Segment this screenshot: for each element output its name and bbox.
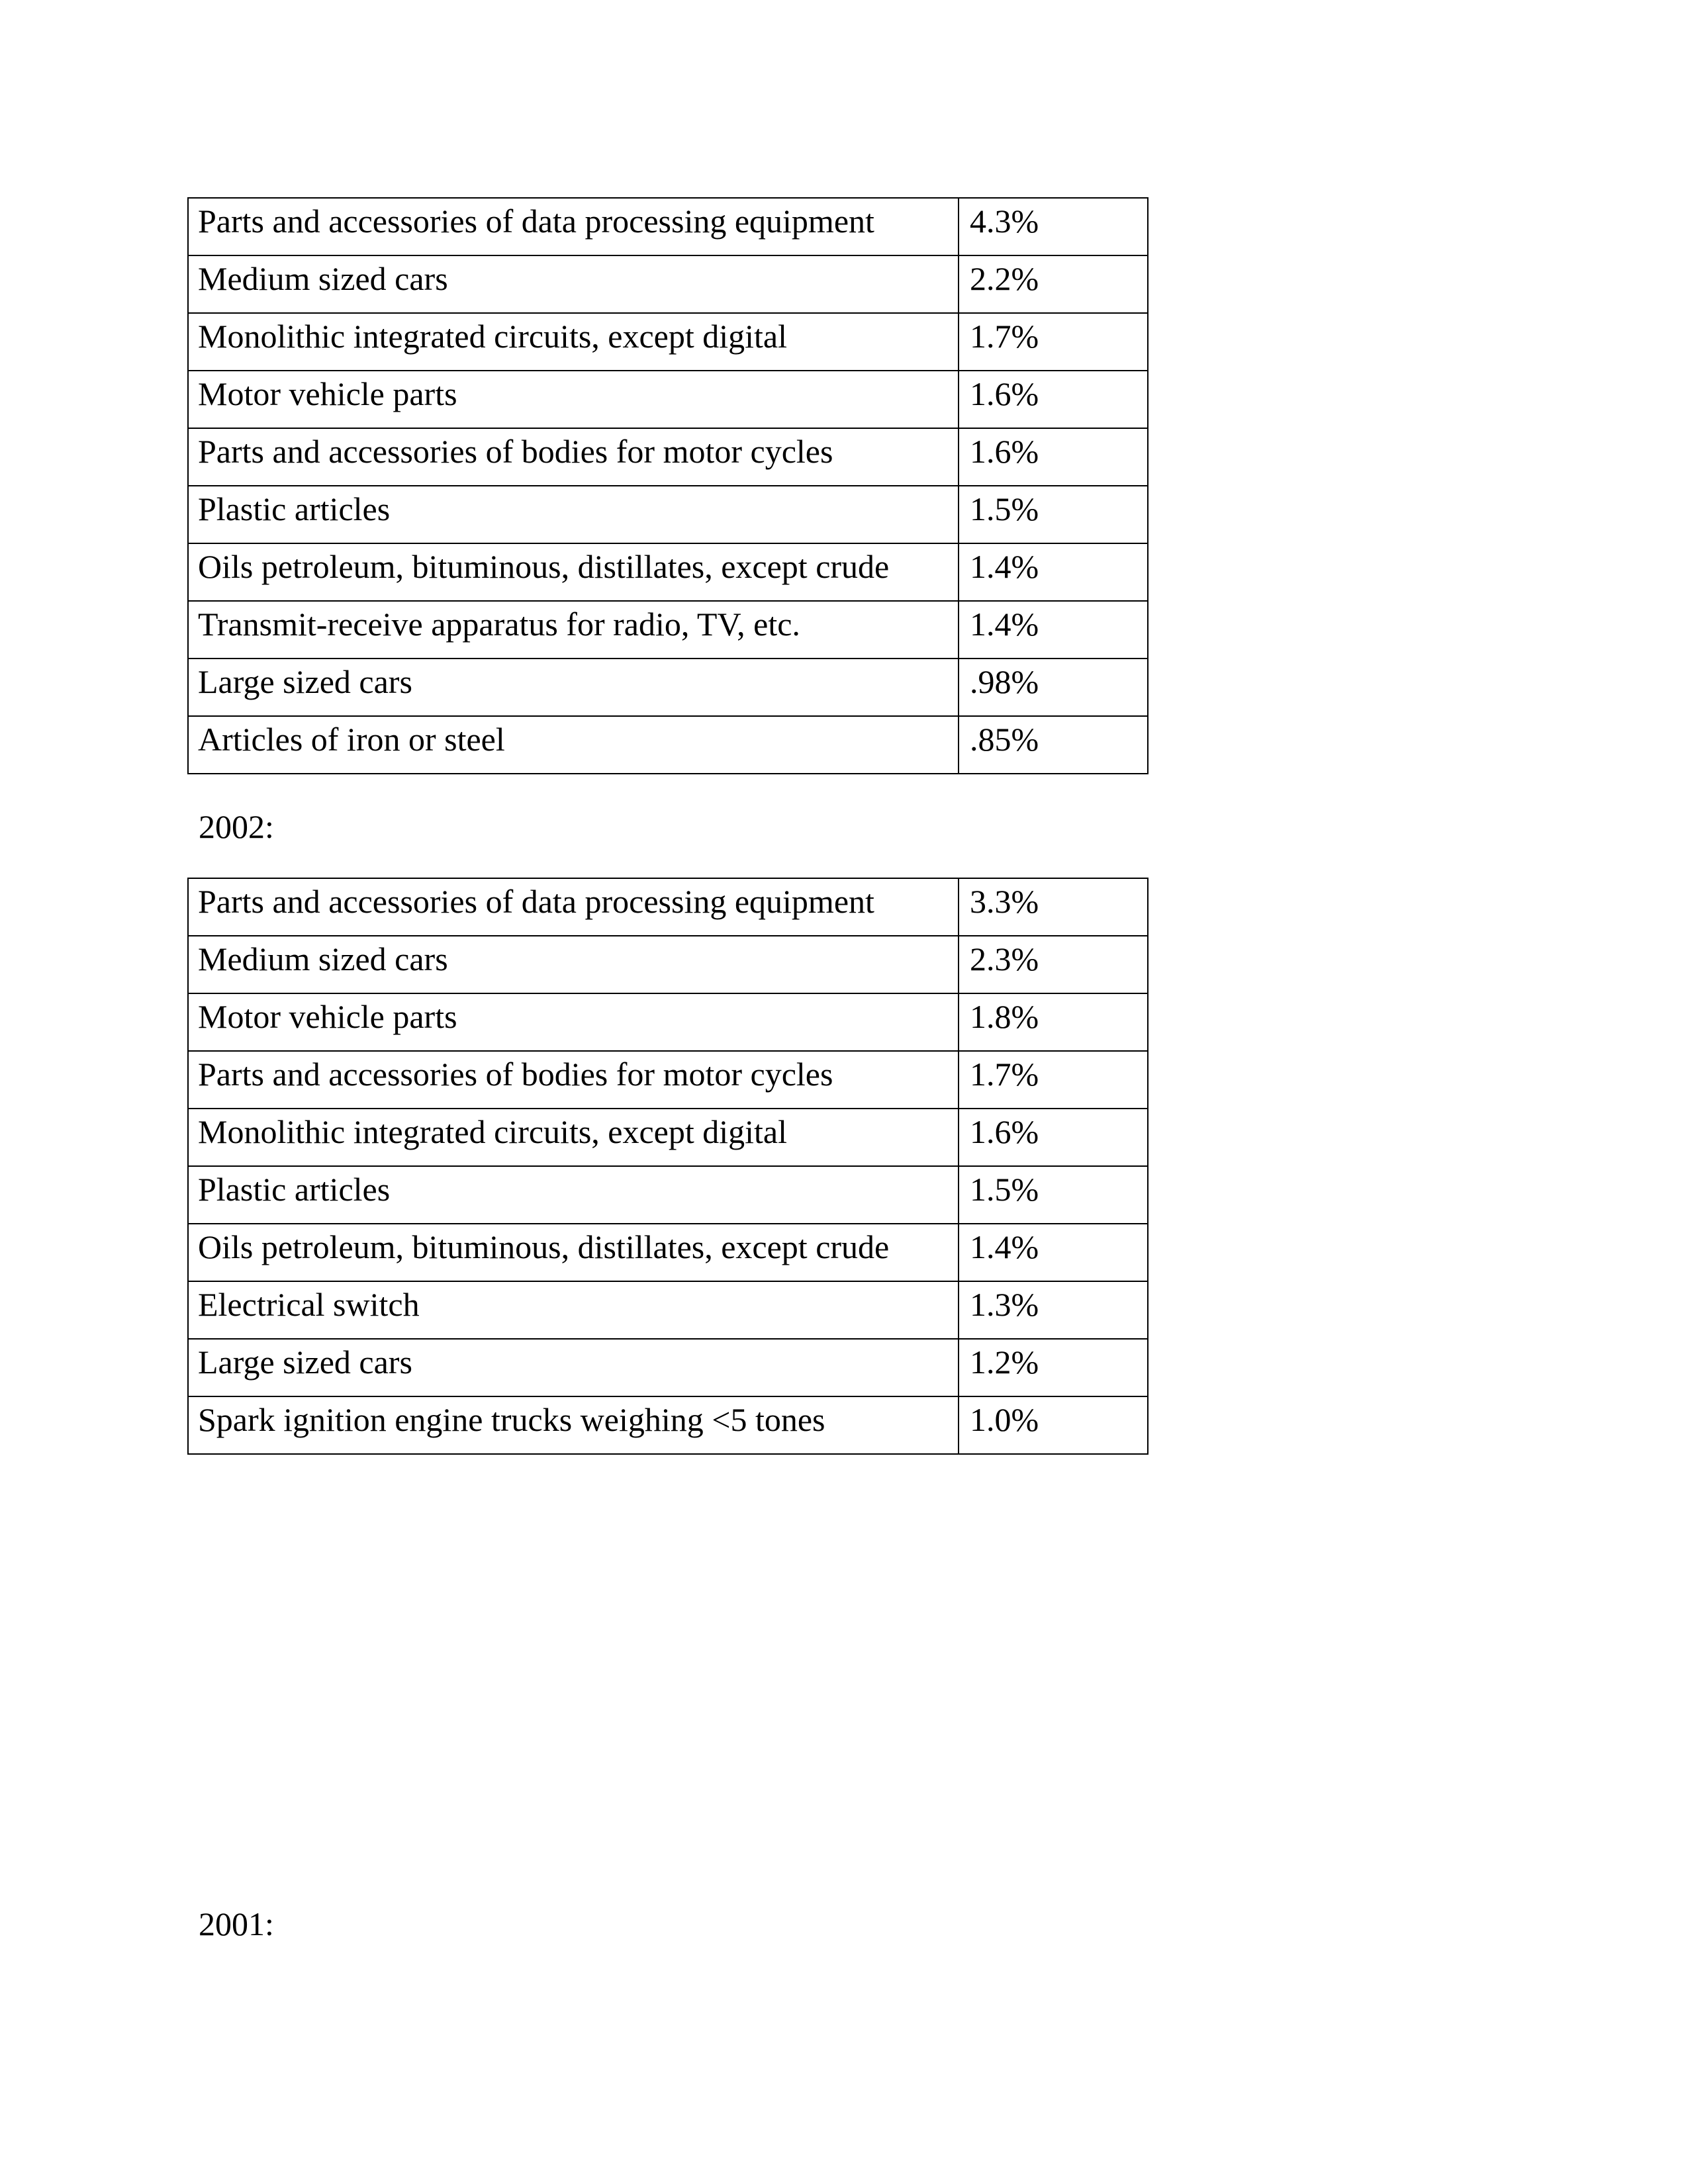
share-cell: 1.6% [959,1109,1148,1166]
table-row [188,255,1148,313]
table-row [188,1339,1148,1396]
share-cell: .85% [959,716,1148,774]
share-cell: .98% [959,659,1148,716]
table-row [188,601,1148,659]
product-cell: Large sized cars [188,1339,959,1396]
share-cell: 1.5% [959,486,1148,543]
share-cell: 1.6% [959,371,1148,428]
product-share-table-1 [187,197,1149,774]
product-cell: Plastic articles [188,1166,959,1224]
product-cell: Parts and accessories of bodies for motor cycles [188,1051,959,1109]
product-cell: Transmit-receive apparatus for radio, TV, etc. [188,601,959,659]
table-row [188,428,1148,486]
share-cell: 3.3% [959,878,1148,936]
product-cell: Oils petroleum, bituminous, distillates, except crude [188,1224,959,1281]
share-cell: 1.0% [959,1396,1148,1454]
product-cell: Large sized cars [188,659,959,716]
share-cell: 1.4% [959,1224,1148,1281]
table-row [188,659,1148,716]
table-row [188,371,1148,428]
share-cell: 4.3% [959,198,1148,255]
table-row [188,486,1148,543]
product-cell: Oils petroleum, bituminous, distillates, except crude [188,543,959,601]
share-cell: 1.5% [959,1166,1148,1224]
share-cell: 1.2% [959,1339,1148,1396]
share-cell: 2.3% [959,936,1148,993]
product-cell: Motor vehicle parts [188,993,959,1051]
product-cell: Plastic articles [188,486,959,543]
share-cell: 1.7% [959,1051,1148,1109]
product-share-table-2002 [187,878,1149,1455]
share-cell: 2.2% [959,255,1148,313]
table-body [188,878,1148,1454]
table-row [188,1396,1148,1454]
table-body [188,198,1148,774]
table-row [188,936,1148,993]
share-cell: 1.6% [959,428,1148,486]
table-row [188,1166,1148,1224]
product-cell: Monolithic integrated circuits, except digital [188,1109,959,1166]
table-row [188,1051,1148,1109]
table-row [188,716,1148,774]
share-cell: 1.3% [959,1281,1148,1339]
product-cell: Parts and accessories of data processing equipment [188,198,959,255]
product-cell: Electrical switch [188,1281,959,1339]
product-cell: Medium sized cars [188,255,959,313]
share-cell: 1.4% [959,601,1148,659]
table-row [188,1109,1148,1166]
table-row [188,1224,1148,1281]
table-row [188,878,1148,936]
share-cell: 1.7% [959,313,1148,371]
product-cell: Parts and accessories of bodies for motor cycles [188,428,959,486]
product-cell: Parts and accessories of data processing equipment [188,878,959,936]
product-cell: Monolithic integrated circuits, except digital [188,313,959,371]
table-row [188,543,1148,601]
table-row [188,993,1148,1051]
share-cell: 1.4% [959,543,1148,601]
table-row [188,313,1148,371]
product-cell: Spark ignition engine trucks weighing <5 tones [188,1396,959,1454]
table-row [188,198,1148,255]
product-cell: Medium sized cars [188,936,959,993]
product-cell: Articles of iron or steel [188,716,959,774]
product-cell: Motor vehicle parts [188,371,959,428]
year-label-2001: 2001: [199,1905,274,1942]
share-cell: 1.8% [959,993,1148,1051]
year-label-2002: 2002: [199,808,274,845]
table-row [188,1281,1148,1339]
